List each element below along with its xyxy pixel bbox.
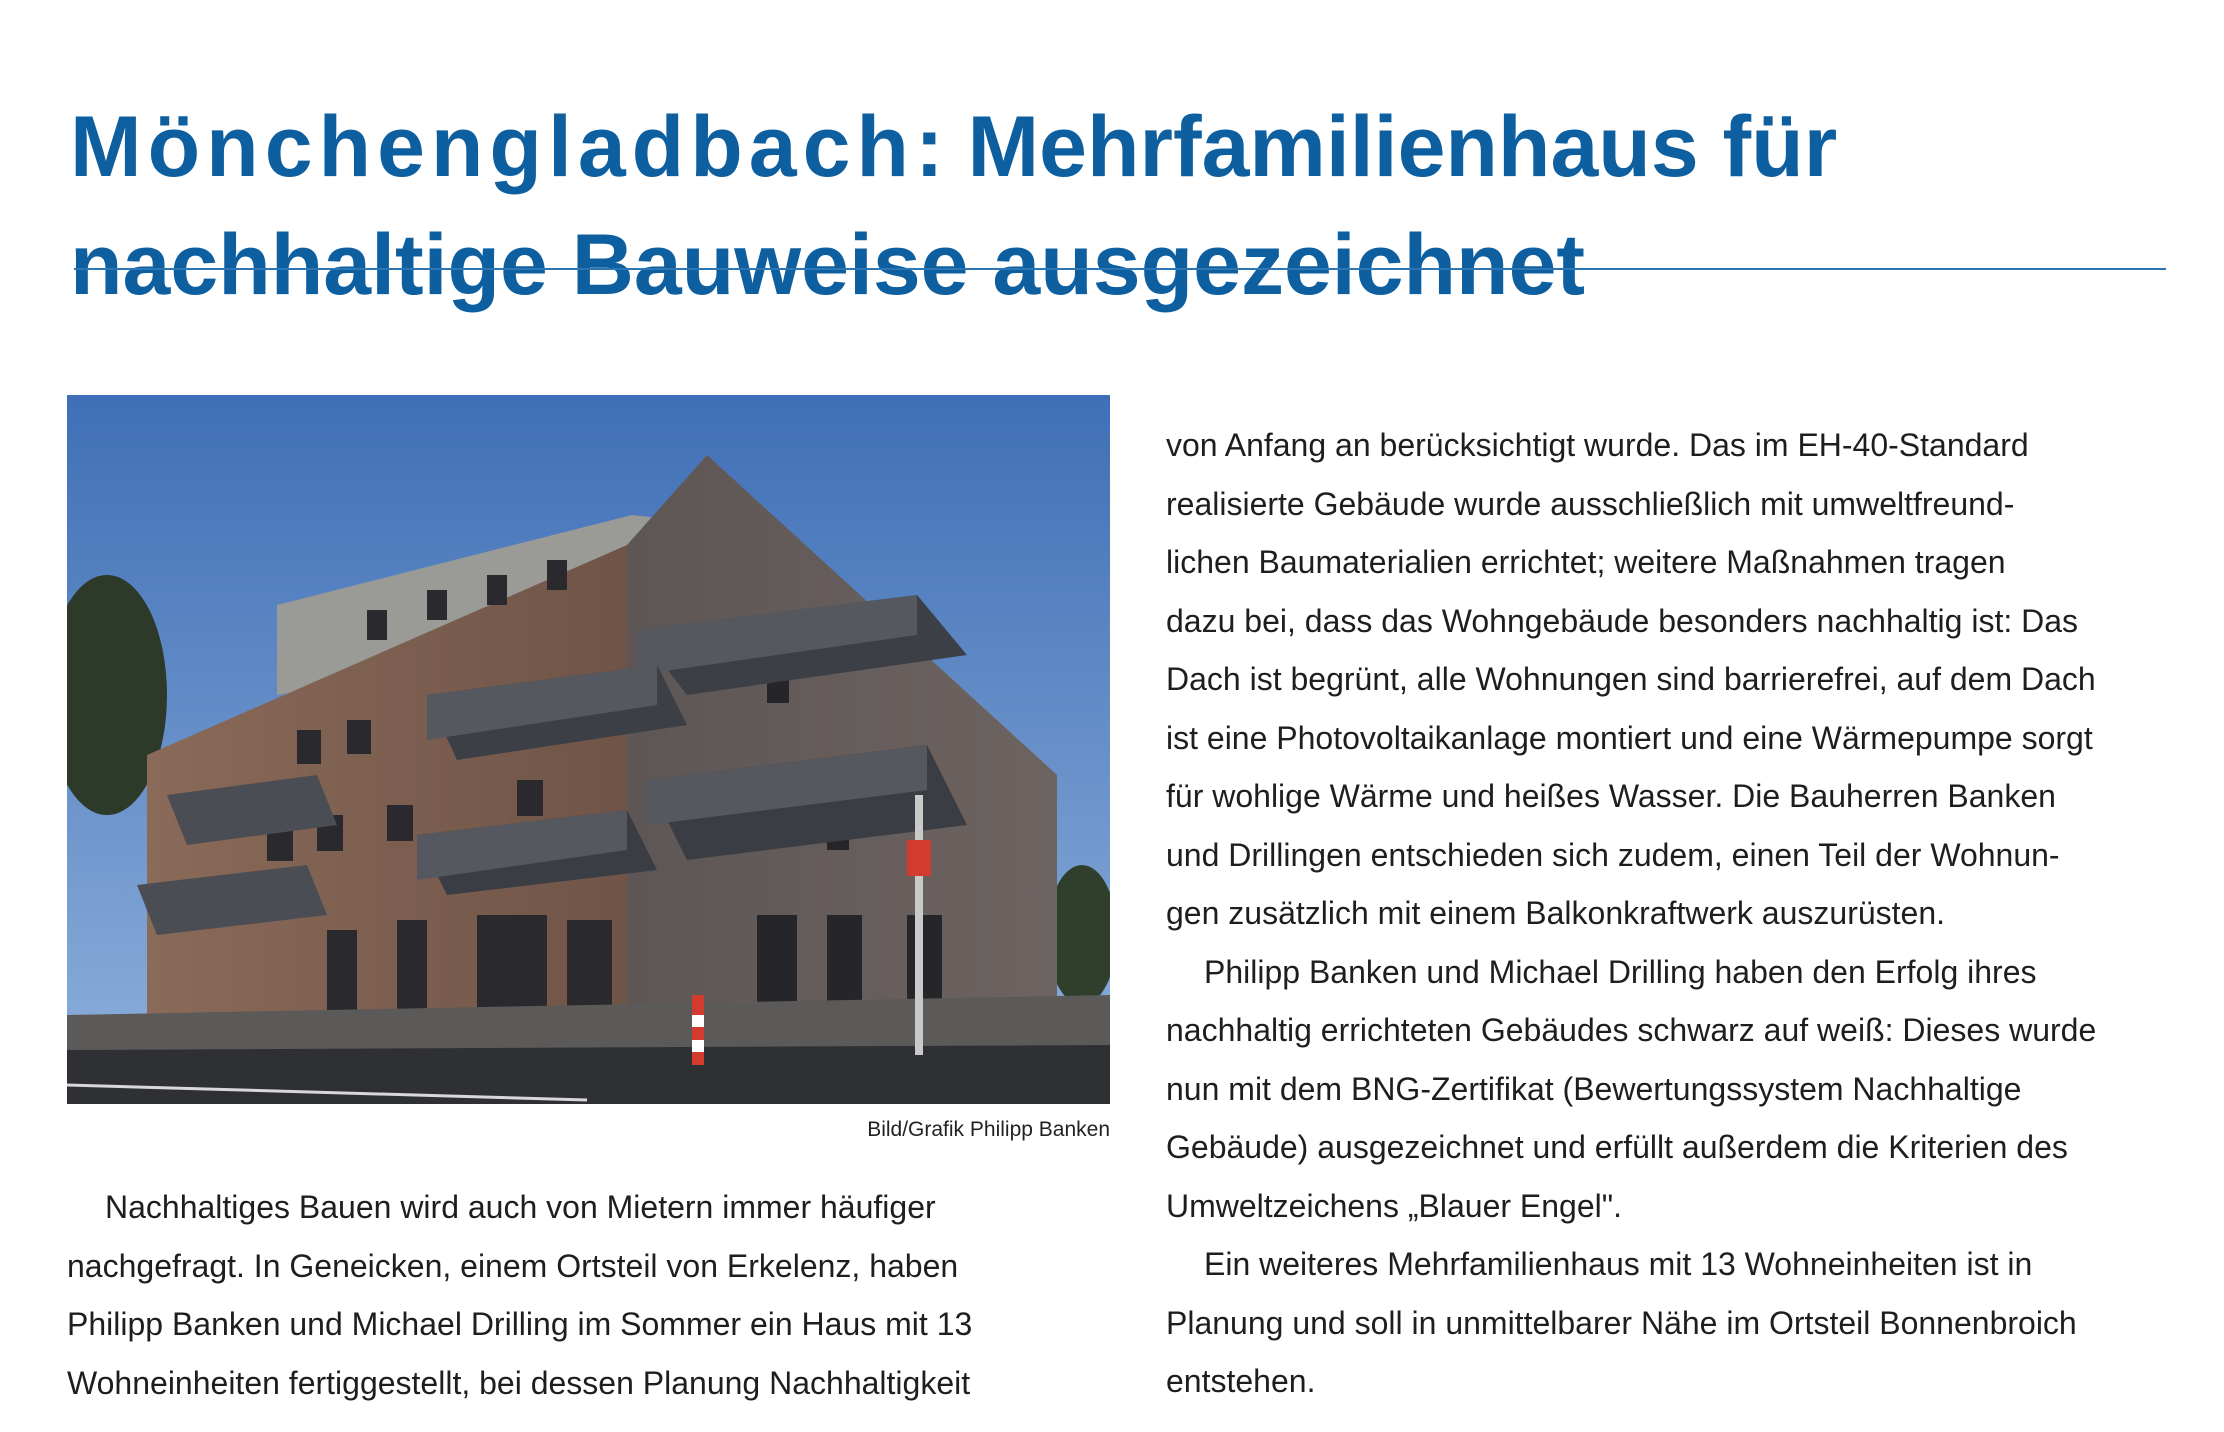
article-headline — [70, 88, 2150, 324]
text-line: Planung und soll in unmittelbarer Nähe im Ortsteil Bonnenbroich — [1166, 1304, 2077, 1341]
text-line: nun mit dem BNG-Zertifikat (Bewertungssystem Nachhaltige — [1166, 1070, 2022, 1107]
left-column — [67, 1178, 1127, 1412]
headline-divider — [74, 268, 2166, 270]
text-line: Umweltzeichens „Blauer Engel". — [1166, 1187, 1622, 1224]
text-line: Dach ist begrünt, alle Wohnungen sind barrierefrei, auf dem Dach — [1166, 661, 2096, 697]
text-line: gen zusätzlich mit einem Balkonkraftwerk auszurüsten. — [1166, 895, 1946, 931]
text-line: dazu bei, dass das Wohngebäude besonders nachhaltig ist: Das — [1166, 602, 2079, 639]
text-line: nachgefragt. In Geneicken, einem Ortsteil von Erkelenz, haben — [67, 1247, 959, 1284]
right-column — [1166, 416, 2206, 1411]
building-photo — [67, 395, 1110, 1104]
text-line: entstehen. — [1166, 1363, 1316, 1399]
photo-caption: Bild/Grafik Philipp Banken — [867, 1118, 1110, 1141]
headline-line1-rest: Mehrfamilienhaus für — [967, 98, 1838, 195]
headline-separator: : — [914, 98, 968, 195]
text-line: für wohlige Wärme und heißes Wasser. Die Bauherren Banken — [1166, 778, 2056, 814]
headline-city: Mönchengladbach — [70, 98, 915, 195]
text-line: nachhaltig errichteten Gebäudes schwarz auf weiß: Dieses wurde — [1166, 1012, 2097, 1048]
text-line: realisierte Gebäude wurde ausschließlich mit umweltfreund- — [1166, 485, 2015, 522]
text-line: Nachhaltiges Bauen wird auch von Mietern immer häufiger — [105, 1189, 936, 1225]
text-line: Philipp Banken und Michael Drilling im Sommer ein Haus mit 13 — [67, 1306, 973, 1342]
text-line: Philipp Banken und Michael Drilling haben den Erfolg ihres — [1204, 953, 2037, 990]
text-line: ist eine Photovoltaikanlage montiert und eine Wärmepumpe sorgt — [1166, 719, 2093, 756]
text-line: Wohneinheiten fertiggestellt, bei dessen Planung Nachhaltigkeit — [67, 1364, 971, 1401]
text-line: Gebäude) ausgezeichnet und erfüllt außerdem die Kriterien des — [1166, 1129, 2068, 1165]
headline-line2-bold: nachhaltige Bauweise — [70, 216, 969, 313]
text-line: und Drillingen entschieden sich zudem, einen Teil der Wohnun- — [1166, 836, 2060, 873]
text-line: Ein weiteres Mehrfamilienhaus mit 13 Wohneinheiten ist in — [1204, 1246, 2033, 1282]
headline-line2-rest: ausgezeichnet — [968, 216, 1586, 313]
text-line: von Anfang an berücksichtigt wurde. Das im EH-40-Standard — [1166, 427, 2029, 463]
text-line: lichen Baumaterialien errichtet; weitere Maßnahmen tragen — [1166, 544, 2006, 580]
